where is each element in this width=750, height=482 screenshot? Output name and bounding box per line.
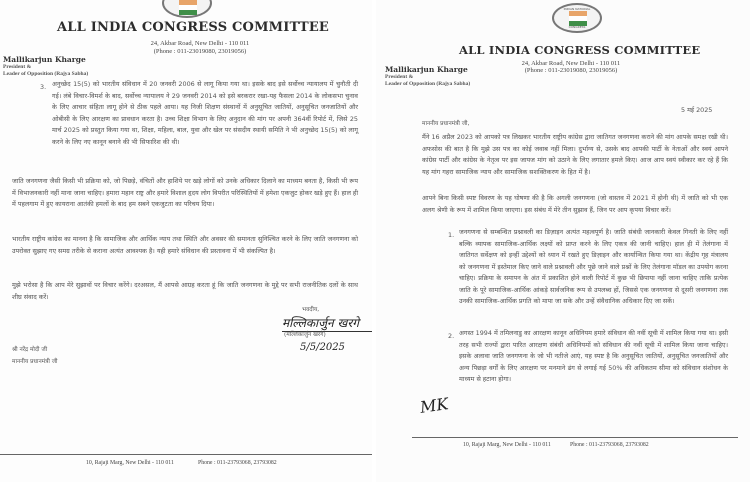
footer-divider	[0, 454, 372, 455]
recipient-name: श्री नरेंद्र मोदी जी	[12, 347, 48, 353]
letterhead-phone: (Phone : 011-23019080, 23019056)	[153, 48, 247, 55]
letter-date: 5 मई 2025	[681, 106, 713, 114]
letter-page-right	[376, 0, 750, 482]
paragraph: जाति जनगणना जैसी किसी भी प्रक्रिया को, जो पिछड़े, वंचितों और हाशिये पर खड़े लोगों को उनके अधिकार दिलाने का माध्यम बनता है, किसी भी रूप में विभाजनकारी नहीं माना जाना चाहिए। हमारा महान राष्ट्र और हमारे विशाल हृदय लोग विपरीत परिस्थितियों में हमेशा एकजुट होकर खड़े हुए हैं। हाल ही में पहलगाम में हुए कायराना आतंकी हमलों के बाद हम सबने एकजुटता का परिचय दिया।	[12, 177, 358, 208]
paragraph: आपने बिना किसी स्पष्ट विवरण के यह घोषणा की है कि अगली जनगणना (जो वास्तव में 2021 में होनी थी) में जाति को भी एक अलग श्रेणी के रूप में शामिल किया जाएगा। इस संबंध में मेरे तीन सुझाव हैं, जिन पर आप कृपया विचार करें।	[422, 194, 728, 214]
letterhead-phone: (Phone : 011-23019080, 23019056)	[524, 67, 618, 74]
congress-emblem-icon: INDIAN NATIONAL CONGRESS	[552, 3, 602, 33]
letter-page-left	[0, 0, 372, 482]
point-text: अनुच्छेद 15(5) को भारतीय संविधान में 20 जनवरी 2006 से लागू किया गया था। इसके बाद इसे सर्वोच्च न्यायालय में चुनौती दी गई। लंबे विचार-विमर्श के बाद, सर्वोच्च न्यायालय ने 29 जनवरी 2014 को इसे बरकरार रखा-यह फैसला 2014 के लोकसभा चुनाव के लिए आचार संहिता लागू होने से ठीक पहले आया। यह निजी शिक्षण संस्थानों में अनुसूचित जातियों, अनुसूचित जनजातियों और ओबीसी के लिए आरक्षण का प्रावधान करता है। उच्च शिक्षा विभाग के लिए अनुदान की मांग पर अपनी 364वीं रिपोर्ट में, जिसे 25 मार्च 2025 को प्रस्तुत किया गया था, शिक्षा, महिला, बाल, युवा और खेल पर संसदीय स्थायी समिति ने भी अनुच्छेद 15(5) को लागू करने के लिए नए कानून बनाने की भी सिफारिश की थी।	[52, 80, 358, 146]
organization-title: ALL INDIA CONGRESS COMMITTEE	[459, 43, 701, 57]
greeting: माननीय प्रधानमंत्री जी,	[422, 121, 470, 127]
point-text: जनगणना से सम्बन्धित प्रश्नावली का डिज़ाइन अत्यंत महत्वपूर्ण है। जाति संबंधी जानकारी केवल गिनती के लिए नहीं बल्कि व्यापक सामाजिक-आर्थिक लक्ष्यों को प्राप्त करने के लिए एकत्र की जानी चाहिए। हाल ही में तेलंगाना में जातिगत सर्वेक्षण को इन्हीं उद्देश्यों को ध्यान में रखते हुए डिज़ाइन और कार्यान्वित किया गया था। केंद्रीय गृह मंत्रालय को जनगणना में इस्तेमाल किए जाने वाले प्रश्नावली और पूछे जाने वाले प्रश्नों के लिए तेलंगाना मॉडल का उपयोग करना चाहिए। प्रक्रिया के समापन के अंत में प्रकाशित होने वाली रिपोर्ट में कुछ भी छिपाया नहीं जाना चाहिए ताकि प्रत्येक जाति के पूरे सामाजिक-आर्थिक आंकड़े सार्वजनिक रूप से उपलब्ध हों, जिससे एक जनगणना से दूसरी जनगणना तक उनकी सामाजिक-आर्थिक प्रगति को मापा जा सके और उन्हें संवैधानिक अधिकार दिए जा सकें।	[459, 228, 728, 305]
footer-address: 10, Rajaji Marg, New Delhi - 110 011	[86, 460, 174, 466]
point-number: 1.	[448, 231, 455, 239]
signed-date: 5/5/2025	[300, 342, 345, 353]
handwritten-signature: मल्लिकार्जुन खरगे	[282, 314, 372, 332]
letterhead-address: 24, Akbar Road, New Delhi - 110 011	[150, 40, 250, 47]
point-text: अगस्त 1994 में तमिलनाडु का आरक्षण कानून अधिनियम हमारे संविधान की नवीं सूची में शामिल किया गया था। इसी तरह सभी राज्यों द्वारा पारित आरक्षण संबंधी अधिनियमों को संविधान की नवीं सूची में शामिल किया जाना चाहिए। इसके अलावा जाति जनगणना के जो भी नतीजे आएं, यह स्पष्ट है कि अनुसूचित जातियों, अनुसूचित जनजातियों और अन्य पिछड़ा वर्गों के लिए आरक्षण पर मनमाने ढंग से लगाई गई 50% की अधिकतम सीमा को संविधान संशोधन के माध्यम से हटाना होगा।	[459, 329, 728, 383]
paragraph: मुझे भरोसा है कि आप मेरे सुझावों पर विचार करेंगे। दरअसल, मैं आपसे आग्रह करता हूं कि जाति जनगणना के मुद्दे पर सभी राजनीतिक दलों के साथ शीघ्र संवाद करें।	[12, 281, 358, 301]
paragraph: भारतीय राष्ट्रीय कांग्रेस का मानना है कि सामाजिक और आर्थिक न्याय तथा स्थिति और अवसर की समानता सुनिश्चित करने के लिए जाति जनगणना को उपरोक्त सुझाए गए समग्र तरीके से कराना अत्यंत आवश्यक है। यही हमारे संविधान की प्रस्तावना में भी संकल्पित है।	[12, 235, 358, 255]
congress-emblem-icon	[162, 0, 212, 18]
sender-name: Mallikarjun Kharge	[385, 65, 468, 74]
recipient-title: माननीय प्रधानमंत्री जी	[12, 359, 58, 365]
footer-address: 10, Rajaji Marg, New Delhi - 110 011	[463, 442, 551, 448]
sender-role-leader-of-opposition: Leader of Opposition (Rajya Sabha)	[3, 71, 89, 77]
footer-phone: Phone : 011-23793068, 23793082	[570, 442, 649, 448]
point-number: 2.	[448, 332, 455, 340]
footer-phone: Phone : 011-23793068, 23793082	[198, 460, 277, 466]
organization-title: ALL INDIA CONGRESS COMMITTEE	[57, 20, 330, 35]
sender-role-president: President &	[3, 64, 32, 70]
letterhead-address: 24, Akbar Road, New Delhi - 110 011	[521, 60, 621, 67]
handwritten-initials: MK	[418, 394, 450, 417]
sender-role-leader-of-opposition: Leader of Opposition (Rajya Sabha)	[385, 81, 471, 87]
closing-salutation: भवदीय,	[302, 307, 320, 313]
paragraph: मैंने 16 अप्रैल 2023 को आपको पत्र लिखकर भारतीय राष्ट्रीय कांग्रेस द्वारा जातिगत जनगणना कराने की मांग आपके समक्ष रखी थी। अफसोस की बात है कि मुझे उस पत्र का कोई जवाब नहीं मिला। दुर्भाग्य से, उसके बाद आपकी पार्टी के नेताओं और स्वयं आपने कांग्रेस पार्टी और कांग्रेस के नेतृत्व पर इस जायज मांग को उठाने के लिए लगातार हमले किए। आज आप स्वयं स्वीकार कर रहे हैं कि यह मांग गहरा सामाजिक न्याय और सामाजिक सशक्तिकरण के हित में है।	[422, 133, 728, 176]
point-number: 3.	[40, 83, 47, 91]
sender-role-president: President &	[385, 74, 414, 80]
sender-name: Mallikarjun Kharge	[3, 55, 86, 64]
signatory-name: (मल्लिकार्जुन खरगे)	[284, 332, 326, 338]
footer-divider	[412, 437, 738, 438]
